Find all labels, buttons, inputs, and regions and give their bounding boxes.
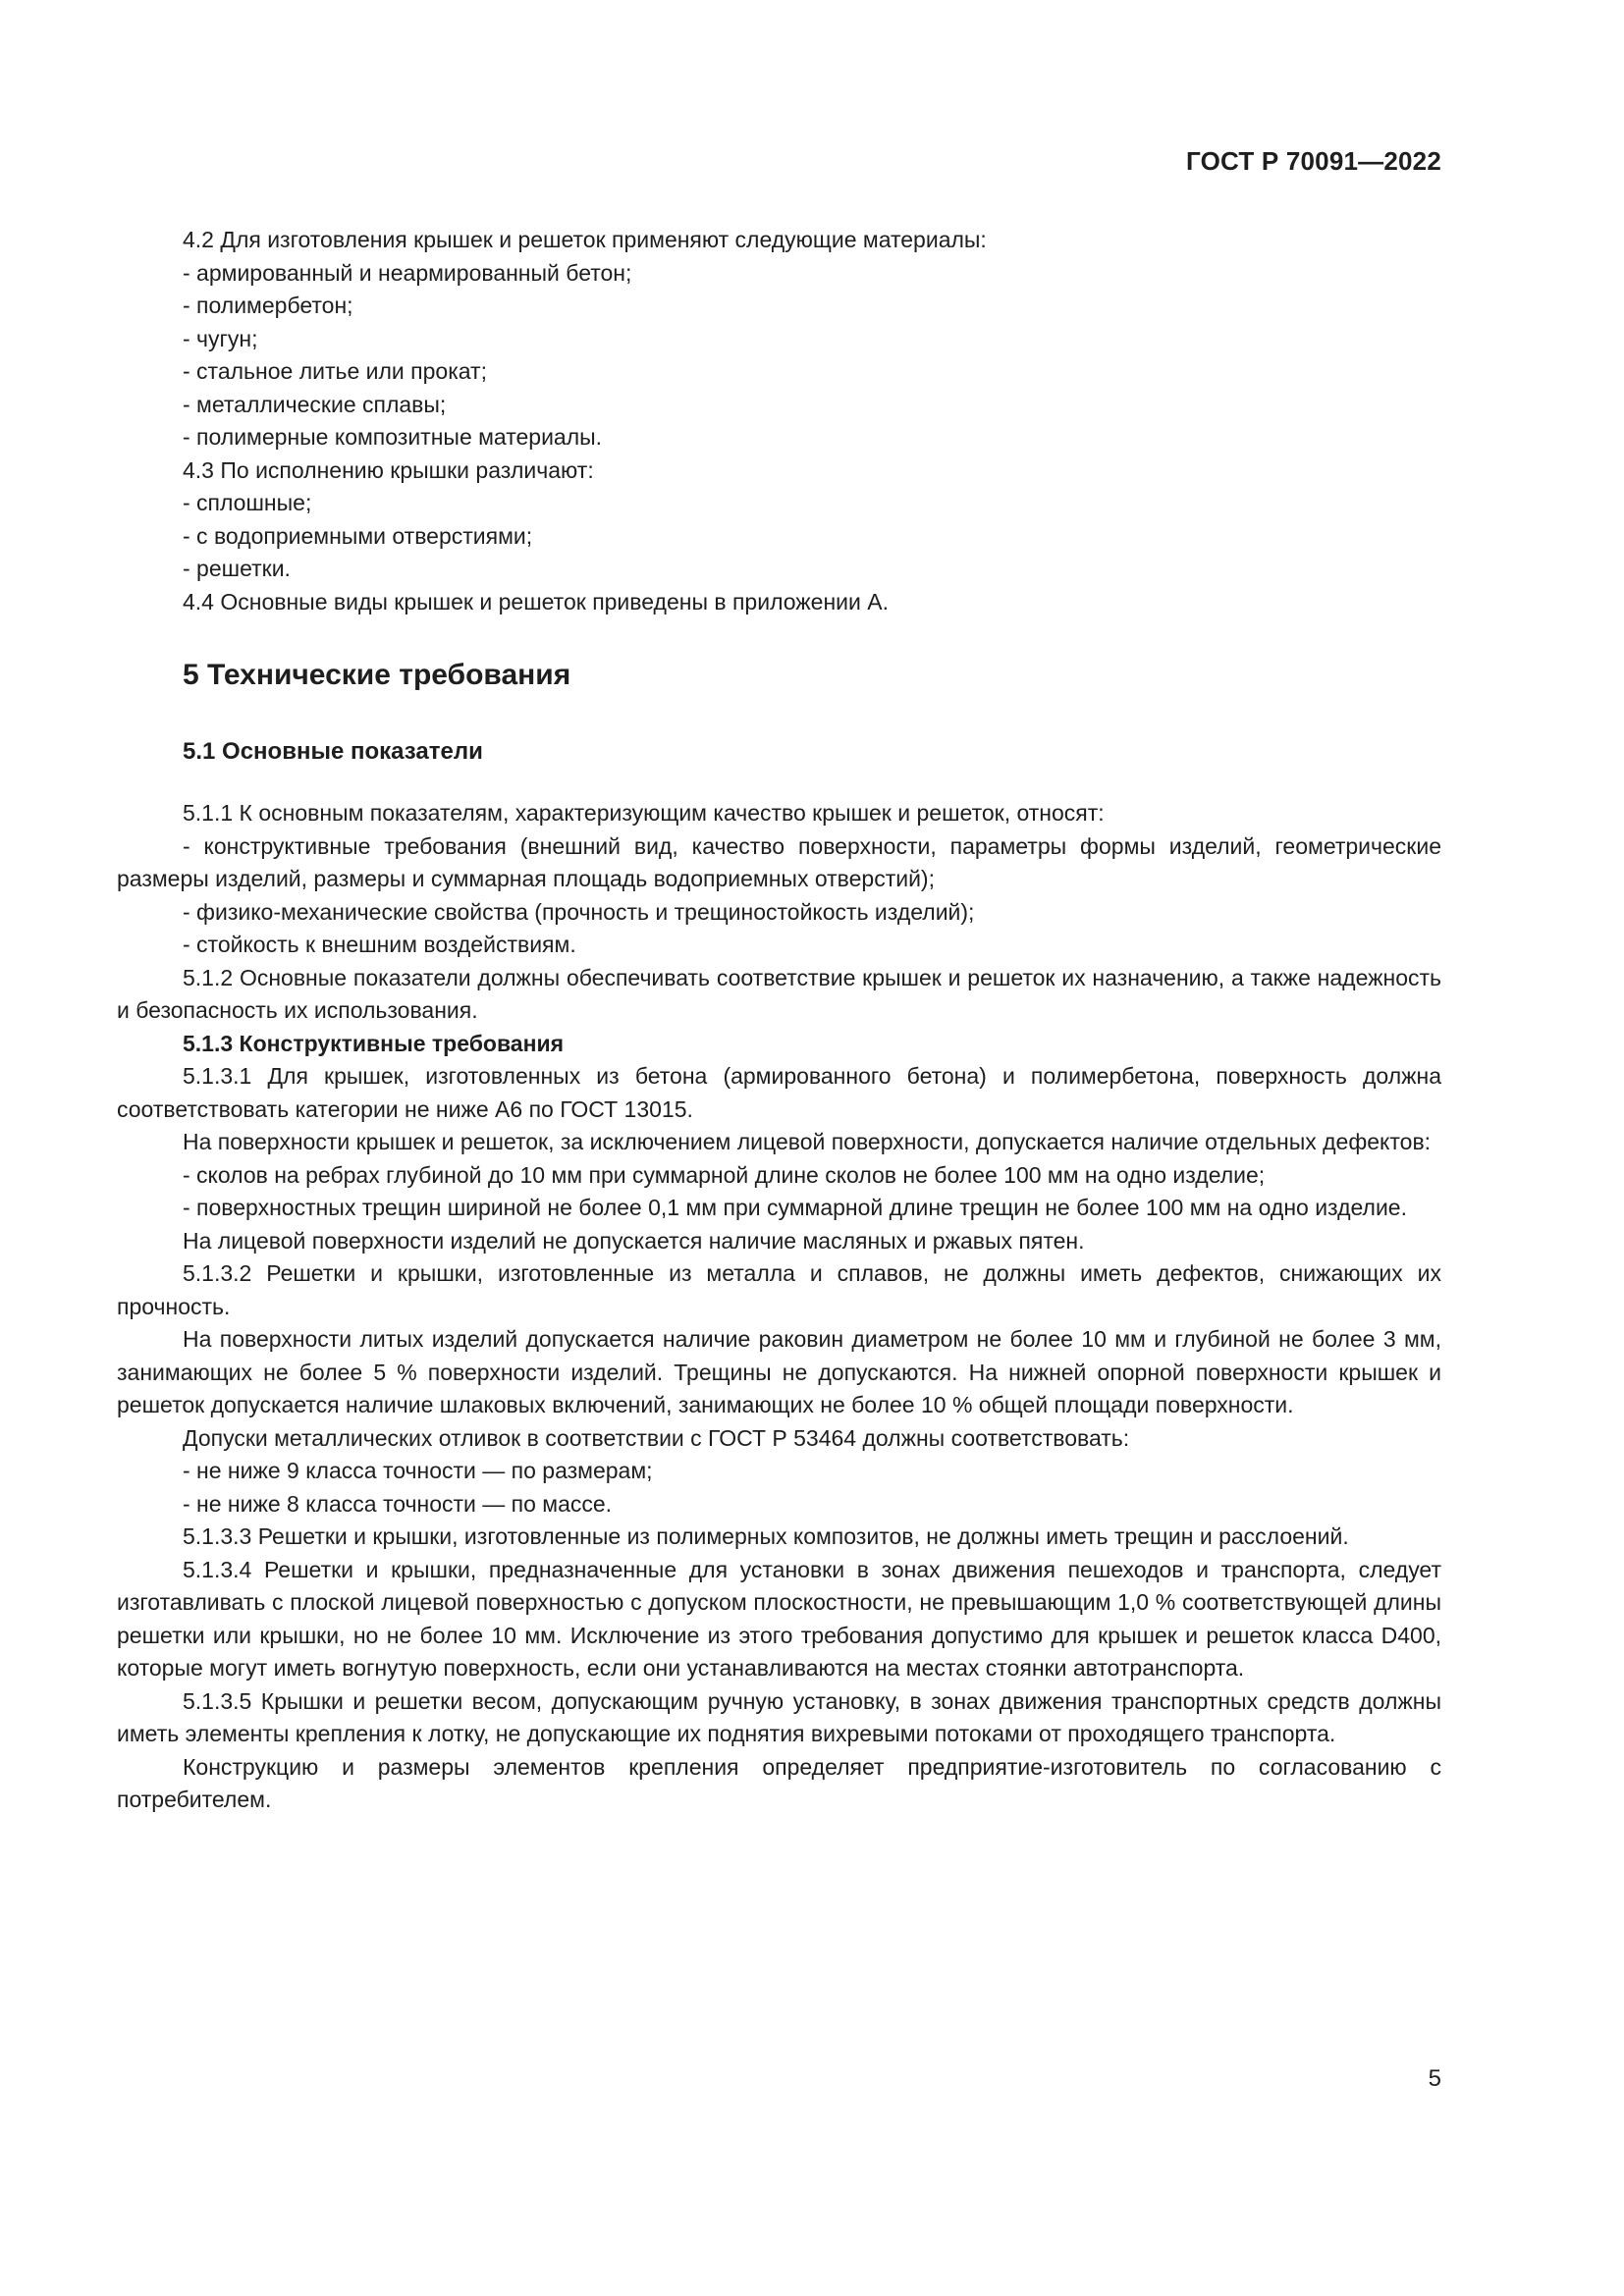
paragraph-5-1-1: 5.1.1 К основным показателям, характеризующим качество крышек и решеток, относят: — [183, 800, 1105, 826]
paragraph: На лицевой поверхности изделий не допускается наличие масляных и ржавых пятен. — [183, 1227, 1085, 1254]
list-item: - не ниже 8 класса точности — по массе. — [183, 1490, 613, 1517]
list-item: - с водоприемными отверстиями; — [183, 522, 533, 549]
paragraph: На поверхности литых изделий допускается наличие раковин диаметром не более 10 мм и глубиной не более 3 мм, занимающих не более 5 % поверхности изделий. Трещины не допускаются. На нижней опорной поверхности крышек и решеток допускается наличие шлаковых включений, занимающих не более 10 % общей площади поверхности. — [117, 1326, 1441, 1417]
paragraph-5-1-3-3: 5.1.3.3 Решетки и крышки, изготовленные из полимерных композитов, не должны иметь трещин и расслоений. — [183, 1523, 1349, 1549]
list-item: - физико-механические свойства (прочность и трещиностойкость изделий); — [183, 898, 975, 925]
paragraph-5-1-2: 5.1.2 Основные показатели должны обеспечивать соответствие крышек и решеток их назначению, а также надежность и безопасность их использования. — [117, 964, 1441, 1023]
paragraph: Конструкцию и размеры элементов крепления определяет предприятие-изготовитель по согласованию с потребителем. — [117, 1753, 1441, 1812]
section-5-heading: 5 Технические требования — [183, 659, 571, 691]
section-4-continuation — [183, 224, 1441, 618]
paragraph-4-4: 4.4 Основные виды крышек и решеток приведены в приложении А. — [183, 588, 889, 614]
list-item: - чугун; — [183, 325, 258, 351]
document-id-header: ГОСТ Р 70091—2022 — [1186, 146, 1441, 176]
list-item: - стойкость к внешним воздействиям. — [183, 932, 576, 957]
subsection-5-1-heading: 5.1 Основные показатели — [183, 738, 483, 765]
list-item: - поверхностных трещин шириной не более 0,1 мм при суммарной длине трещин не более 100 мм на одно изделие. — [183, 1195, 1407, 1220]
list-item: - полимербетон; — [183, 293, 353, 318]
subsection-5-1-3-heading: 5.1.3 Конструктивные требования — [183, 1030, 565, 1056]
paragraph-5-1-3-4: 5.1.3.4 Решетки и крышки, предназначенные для установки в зонах движения пешеходов и транспорта, следует изготавливать с плоской лицевой поверхностью с допуском плоскостности, не превышающим 1,0 % соответствующей длины решетки или крышки, но не более 10 мм. Исключение из этого требования допустимо для крышек и решеток класса D400, которые могут иметь вогнутую поверхность, если они устанавливаются на местах стоянки автотранспорта. — [117, 1556, 1441, 1681]
paragraph: Допуски металлических отливок в соответствии с ГОСТ Р 53464 должны соответствовать: — [183, 1424, 1130, 1451]
list-item: - полимерные композитные материалы. — [183, 424, 603, 450]
list-item: - сплошные; — [183, 490, 312, 515]
document-body — [117, 224, 1441, 1817]
paragraph-5-1-3-2: 5.1.3.2 Решетки и крышки, изготовленные из металла и сплавов, не должны иметь дефектов, снижающих их прочность. — [117, 1260, 1441, 1319]
list-item: - армированный и неармированный бетон; — [183, 259, 632, 286]
list-item: - конструктивные требования (внешний вид, качество поверхности, параметры формы изделий, геометрические размеры изделий, размеры и суммарная площадь водоприемных отверстий); — [117, 832, 1441, 891]
paragraph-4-2: 4.2 Для изготовления крышек и решеток применяют следующие материалы: — [183, 227, 987, 252]
section-5-body — [117, 797, 1441, 1817]
page-number: 5 — [1428, 2065, 1441, 2092]
paragraph: На поверхности крышек и решеток, за исключением лицевой поверхности, допускается наличие отдельных дефектов: — [183, 1129, 1432, 1154]
list-item: - не ниже 9 класса точности — по размерам; — [183, 1458, 653, 1483]
paragraph-5-1-3-5: 5.1.3.5 Крышки и решетки весом, допускающим ручную установку, в зонах движения транспортных средств должны иметь элементы крепления к лотку, не допускающие их поднятия вихревыми потоками от проходящего транспорта. — [117, 1687, 1441, 1746]
paragraph-5-1-3-1: 5.1.3.1 Для крышек, изготовленных из бетона (армированного бетона) и полимербетона, поверхность должна соответствовать категории не ниже А6 по ГОСТ 13015. — [117, 1063, 1441, 1122]
list-item: - металлические сплавы; — [183, 391, 447, 417]
paragraph-4-3: 4.3 По исполнению крышки различают: — [183, 456, 594, 483]
list-item: - стальное литье или прокат; — [183, 358, 487, 384]
list-item: - сколов на ребрах глубиной до 10 мм при суммарной длине сколов не более 100 мм на одно изделие; — [183, 1161, 1266, 1188]
list-item: - решетки. — [183, 556, 291, 581]
